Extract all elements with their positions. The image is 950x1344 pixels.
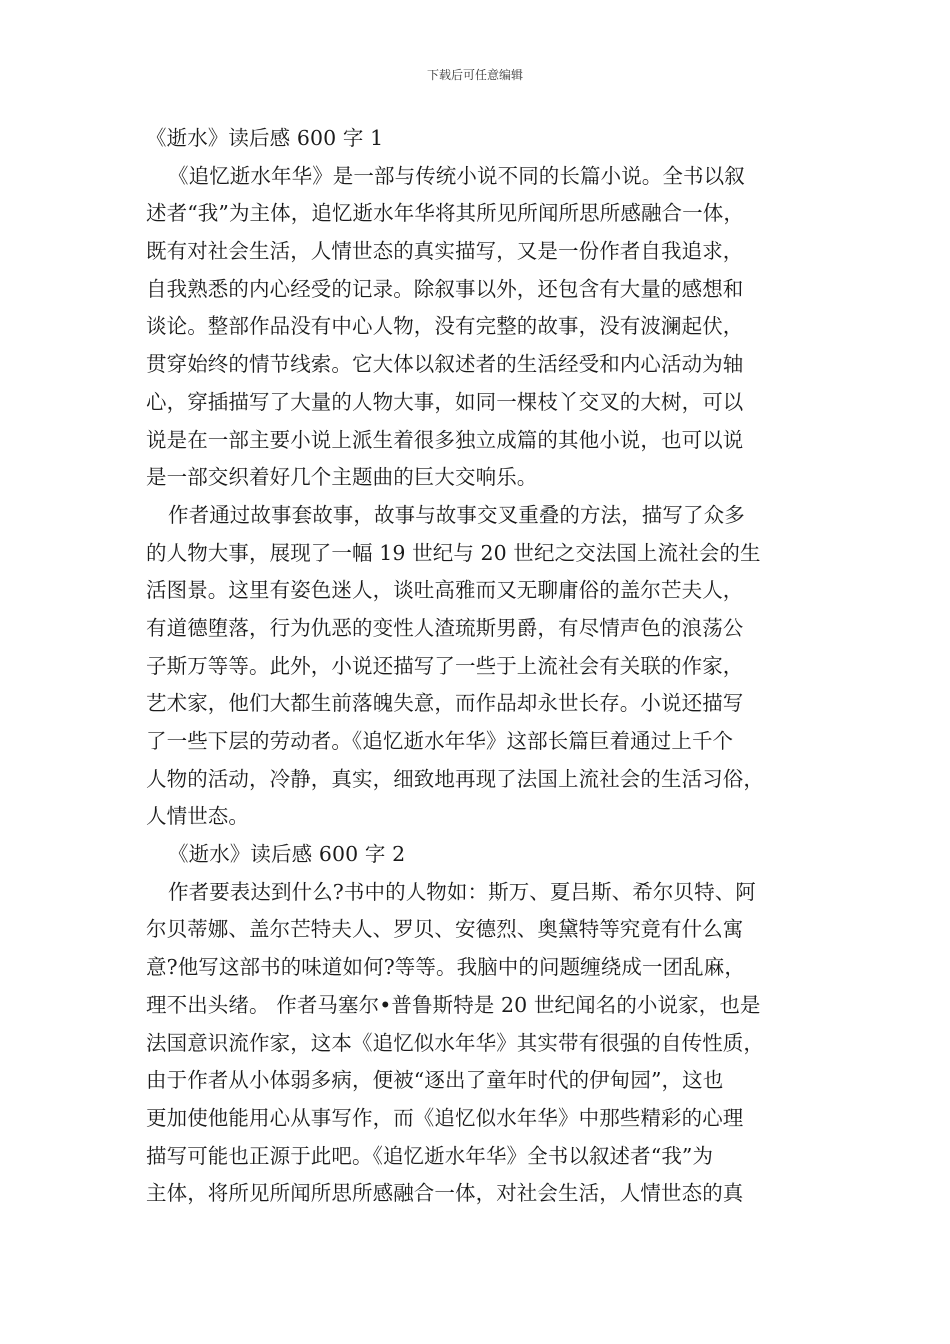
paragraph-line: 贯穿始终的情节线索。它大体以叙述者的生活经受和内心活动为轴 (146, 352, 744, 377)
paragraph-line: 主体，将所见所闻所思所感融合一体，对社会生活，人情世态的真 (146, 1181, 744, 1206)
paragraph-line: 了一些下层的劳动者。《追忆逝水年华》这部长篇巨着通过上千个 (146, 729, 734, 753)
paragraph-line: 意?他写这部书的味道如何?等等。我脑中的问题缠绕成一团乱麻， (146, 955, 745, 980)
paragraph-line: 艺术家，他们大都生前落魄失意，而作品却永世长存。小说还描写 (146, 691, 744, 716)
paragraph-line: 自我熟悉的内心经受的记录。除叙事以外，还包含有大量的感想和 (146, 276, 744, 301)
paragraph-line: 尔贝蒂娜、盖尔芒特夫人、罗贝、安德烈、奥黛特等究竟有什么寓 (146, 917, 744, 942)
paragraph-line: 子斯万等等。此外，小说还描写了一些于上流社会有关联的作家， (146, 653, 744, 678)
page-header: 下载后可任意编辑 (426, 68, 523, 82)
paragraph-line: 描写可能也正源于此吧。《追忆逝水年华》全书以叙述者“我”为 (146, 1143, 714, 1168)
paragraph-line: 作者通过故事套故事，故事与故事交叉重叠的方法，描写了众多 (168, 502, 745, 527)
paragraph-line: 有道德堕落，行为仇恶的变性人渣琉斯男爵，有尽情声色的浪荡公 (146, 615, 744, 640)
paragraph-line: 由于作者从小体弱多病，便被“逐出了童年时代的伊甸园”，这也 (146, 1068, 724, 1093)
paragraph-line: 说是在一部主要小说上派生着很多独立成篇的其他小说，也可以说 (146, 427, 744, 452)
paragraph-line: 人物的活动，冷静，真实，细致地再现了法国上流社会的生活习俗， (146, 766, 764, 791)
paragraph-line: 人情世态。 (146, 804, 249, 829)
paragraph-line: 述者“我”为主体，追忆逝水年华将其所见所闻所思所感融合一体， (146, 201, 744, 226)
paragraph-line: 心，穿插描写了大量的人物大事，如同一棵枝丫交叉的大树，可以 (146, 389, 744, 414)
paragraph-line: 既有对社会生活，人情世态的真实描写，又是一份作者自我追求， (146, 239, 744, 264)
paragraph-line: 活图景。这里有姿色迷人，谈吐高雅而又无聊庸俗的盖尔芒夫人， (146, 578, 744, 603)
paragraph-line: 作者要表达到什么?书中的人物如：斯万、夏吕斯、希尔贝特、阿 (168, 879, 756, 904)
paragraph-line: 法国意识流作家，这本《追忆似水年华》其实带有很强的自传性质， (146, 1030, 764, 1055)
paragraph-line: 更加使他能用心从事写作，而《追忆似水年华》中那些精彩的心理 (146, 1105, 744, 1130)
paragraph-line: 《追忆逝水年华》是一部与传统小说不同的长篇小说。全书以叙 (168, 163, 745, 188)
section-title-2: 《逝水》读后感 600 字 2 (168, 842, 406, 867)
paragraph-line: 是一部交织着好几个主题曲的巨大交响乐。 (146, 465, 538, 490)
paragraph-line: 理不出头绪。 作者马塞尔•普鲁斯特是 20 世纪闻名的小说家，也是 (146, 992, 761, 1017)
document-body (146, 120, 824, 1213)
paragraph-line: 谈论。整部作品没有中心人物，没有完整的故事，没有波澜起伏， (146, 314, 744, 339)
paragraph-line: 的人物大事，展现了一幅 19 世纪与 20 世纪之交法国上流社会的生 (146, 540, 761, 565)
section-title-1: 《逝水》读后感 600 字 1 (146, 126, 384, 150)
